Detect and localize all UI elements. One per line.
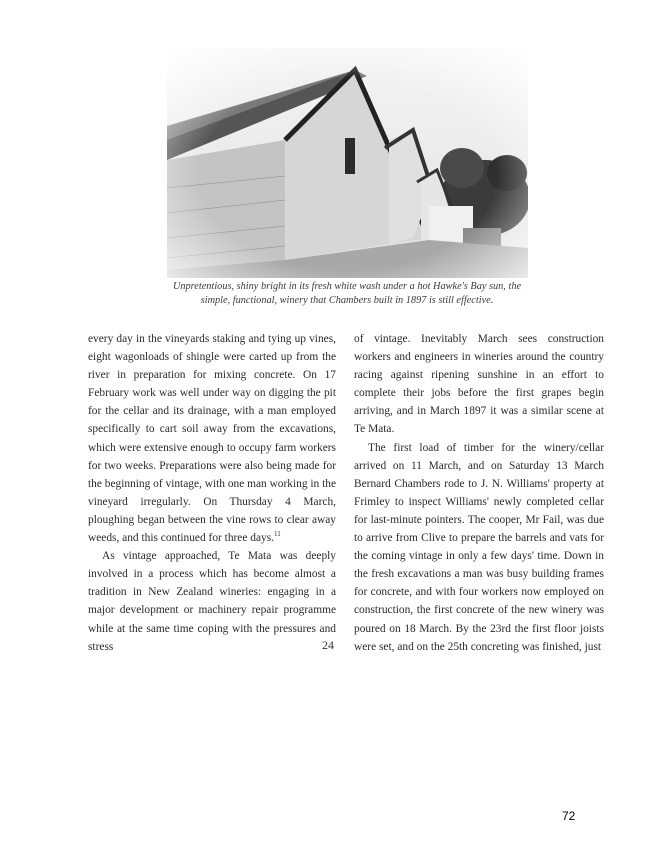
left-column bbox=[88, 330, 336, 656]
left-paragraph-1-text: every day in the vineyards staking and tying up vines, eight wagonloads of shingle were carted up from the river in preparation for mixing concrete. On 17 February work was well under way on digging the pit for the cellar and its drainage, with a man employed specifically to cart soil away from the excavations, which were extensive enough to occupy farm workers for two weeks. Preparations were also being made for the beginning of vintage, with one man working in the vineyard irregularly. On Thursday 4 March, ploughing began between the vine rows to clear away weeds, and this continued for three days. bbox=[88, 333, 337, 545]
right-paragraph-2: The first load of timber for the winery/cellar arrived on 11 March, and on Saturday 13 March Bernard Chambers rode to J. N. Williams' property at Frimley to inspect Williams' newly completed cellar for last-minute pointers. The cooper, Mr Fail, was due to arrive from Clive to prepare the barrels and vats for the coming vintage in only a few days' time. Down in the fresh excavations a man was busy building frames for concrete, and with four workers now employed on construction, the first concrete of the new winery was poured on 18 March. By the 23rd the first floor joists were set, and on the 25th concreting was finished, just bbox=[354, 441, 604, 653]
right-column bbox=[354, 330, 604, 656]
figure-caption bbox=[150, 280, 544, 308]
left-paragraph-1 bbox=[88, 330, 336, 547]
caption-line-1: Unpretentious, shiny bright in its fresh white wash under a hot Hawke's Bay sun, the bbox=[172, 281, 522, 292]
pdf-page-number: 72 bbox=[562, 809, 576, 823]
caption-line-2: simple, functional, winery that Chambers built in 1897 is still effective. bbox=[200, 295, 494, 306]
book-page-number: 24 bbox=[322, 638, 334, 652]
winery-photo bbox=[167, 48, 528, 278]
right-paragraph-1: of vintage. Inevitably March sees construction workers and engineers in wineries around the country racing against ripening sunshine in an effort to complete their jobs before the first grapes begin arriving, and in March 1897 it was a similar scene at Te Mata. bbox=[354, 333, 604, 436]
left-paragraph-2: As vintage approached, Te Mata was deeply involved in a process which has become almost a tradition in New Zealand wineries: engaging in a major development or machinery repair programme while at the same time coping with the pressures and stress bbox=[88, 550, 336, 653]
footnote-reference: 11 bbox=[274, 530, 281, 539]
